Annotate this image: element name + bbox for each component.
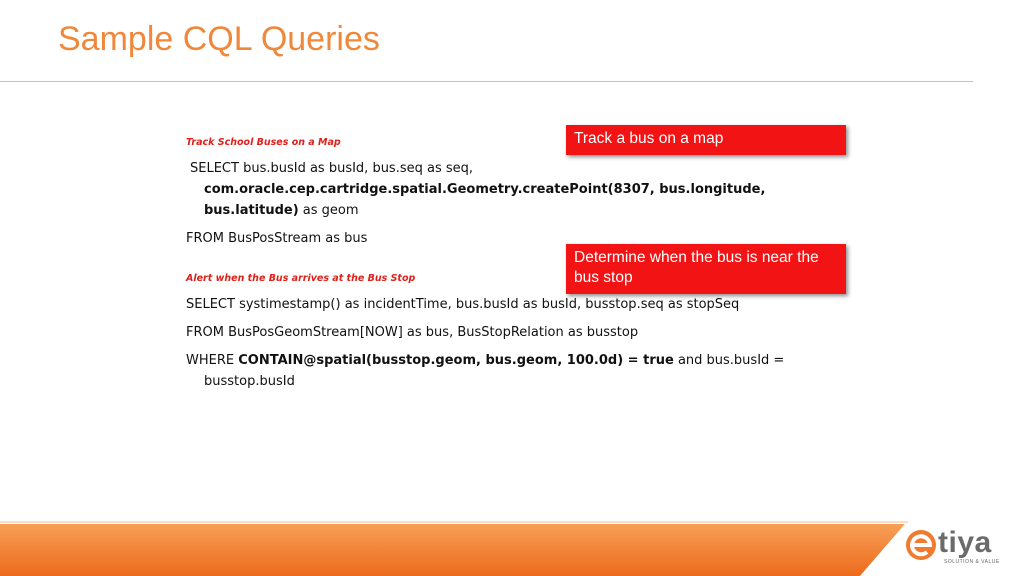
footer-band bbox=[0, 521, 1024, 576]
section2-heading: Alert when the Bus arrives at the Bus Stop bbox=[186, 273, 416, 284]
section1-from-line: FROM BusPosStream as bus bbox=[186, 231, 368, 246]
section1-select-bold2: bus.latitude) bbox=[204, 203, 299, 218]
section1-select-suffix: as geom bbox=[298, 203, 359, 218]
etiya-logo bbox=[904, 526, 1014, 564]
section2-where-line bbox=[186, 350, 806, 371]
section1-select-prefix: SELECT bus.busId as busId, bus.seq as seq, bbox=[190, 161, 474, 176]
section1-select-line bbox=[186, 158, 806, 179]
section2-select-line: SELECT systimestamp() as incidentTime, bus.busId as busId, busstop.seq as stopSeq bbox=[186, 297, 740, 312]
footer bbox=[0, 521, 1024, 576]
section2-from-line: FROM BusPosGeomStream[NOW] as bus, BusStopRelation as busstop bbox=[186, 325, 639, 340]
callout-track-bus: Track a bus on a map bbox=[566, 125, 846, 155]
logo-tagline: SOLUTION & VALUE bbox=[944, 559, 1000, 565]
title-divider bbox=[0, 81, 973, 82]
logo-e-icon bbox=[904, 528, 938, 562]
section1-select-cont bbox=[186, 179, 806, 200]
section1-select-cont2 bbox=[186, 200, 806, 221]
section2-where-prefix: WHERE bbox=[186, 353, 239, 368]
section1-heading: Track School Buses on a Map bbox=[186, 137, 341, 148]
slide-title: Sample CQL Queries bbox=[58, 20, 380, 58]
section1-select-bold1: com.oracle.cep.cartridge.spatial.Geometry.createPoint(8307, bus.longitude, bbox=[204, 182, 766, 197]
section2-where-bold: CONTAIN@spatial(busstop.geom, bus.geom, 100.0d) = true bbox=[238, 353, 674, 368]
section2-where-suffix: and bus.busId = bbox=[673, 353, 785, 368]
logo-name: tiya bbox=[938, 526, 992, 559]
section2-where-cont: busstop.busId bbox=[204, 374, 295, 389]
callout-bus-near-stop: Determine when the bus is near the bus stop bbox=[566, 244, 846, 294]
